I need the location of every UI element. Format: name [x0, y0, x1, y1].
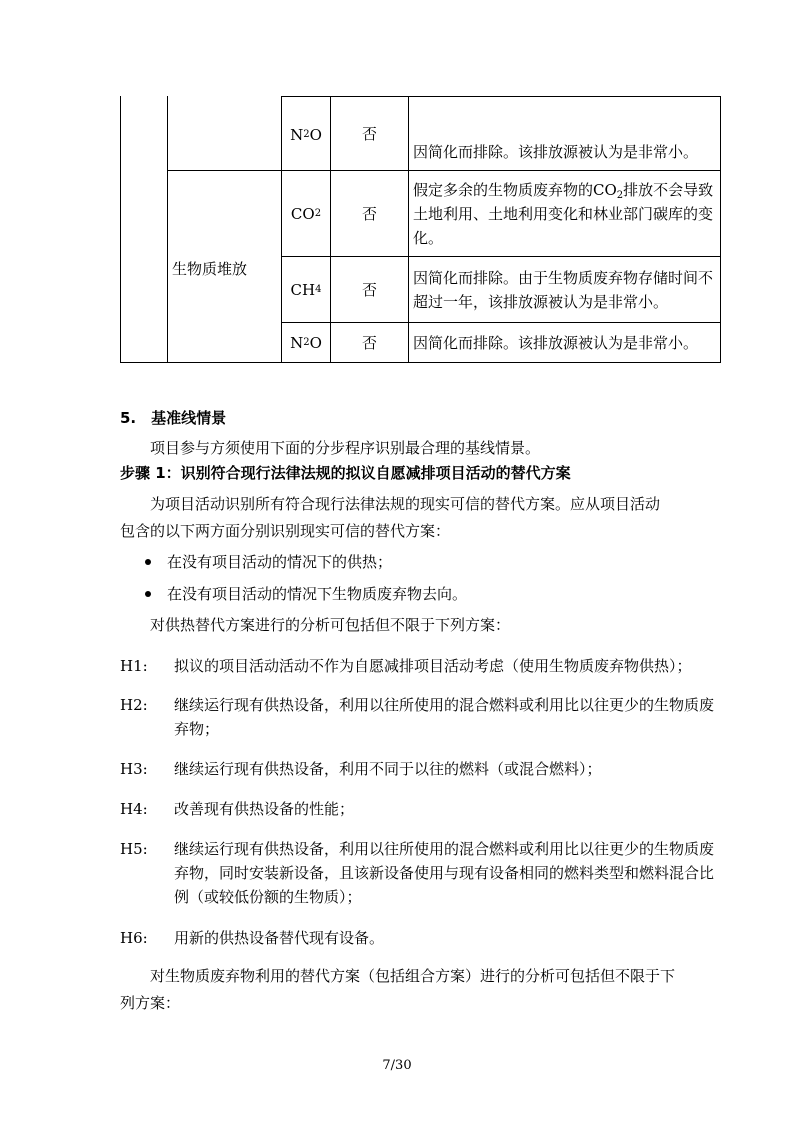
table-cell-included: 否 [361, 125, 377, 143]
biomass-options-intro: 对生物质废弃物利用的替代方案（包括组合方案）进行的分析可包括但不限于下列方案： [120, 967, 676, 1012]
table-cell-included: 否 [361, 280, 377, 299]
table-cell-justification: 因简化而排除。由于生物质废弃物存储时间不超过一年，该排放源被认为是非常小。 [413, 269, 714, 311]
table-cell-gas: N 2 O [290, 126, 322, 144]
table-cell-included: 否 [361, 333, 377, 352]
table-cell-gas: N 2 O [290, 333, 322, 352]
emission-source-table [120, 96, 721, 363]
bullet-item: 在没有项目活动的情况下生物质废弃物去向。 [145, 583, 467, 604]
section-intro: 项目参与方须使用下面的分步程序识别最合理的基线情景。 [150, 439, 541, 457]
option-item: H4: 改善现有供热设备的性能； [120, 800, 355, 818]
option-item: H2: 继续运行现有供热设备，利用以往所使用的混合燃料或利用比以往更少的生物质废弃物； [120, 696, 715, 738]
option-item: H3: 继续运行现有供热设备，利用不同于以往的燃料（或混合燃料）； [120, 760, 602, 778]
option-item: H5: 继续运行现有供热设备，利用以往所使用的混合燃料或利用比以往更少的生物质废弃物，同时安装新设备，且该新设备使用与现有设备相同的燃料类型和燃料混合比例（或较低份额的生物质）； [120, 840, 715, 906]
table-border-top [281, 96, 721, 97]
table-row-line-1 [167, 170, 721, 171]
table-cell-justification: 因简化而排除。该排放源被认为是非常小。 [413, 143, 699, 161]
bullet-dot-icon [145, 591, 151, 597]
step1-heading: 步骤 1：识别符合现行法律法规的拟议自愿减排项目活动的替代方案 [120, 464, 571, 482]
table-cell-gas: CH 4 [290, 280, 322, 299]
table-border-bottom [120, 362, 721, 363]
table-cell-source: 生物质堆放 [172, 260, 248, 278]
heat-options-intro: 对供热替代方案进行的分析可包括但不限于下列方案： [150, 616, 511, 634]
page-number: 7/30 [382, 1058, 412, 1073]
table-border-left [120, 96, 121, 363]
bullet-dot-icon [145, 559, 151, 565]
table-cell-gas: CO 2 [290, 204, 322, 223]
step1-paragraph: 为项目活动识别所有符合现行法律法规的现实可信的替代方案。应从项目活动包含的以下两方面分别识别现实可信的替代方案： [120, 495, 661, 540]
option-item: H6: 用新的供热设备替代现有设备。 [120, 929, 385, 947]
table-col-line-1 [167, 96, 168, 363]
option-item: H1: 拟议的项目活动活动不作为自愿减排项目活动考虑（使用生物质废弃物供热）； [120, 657, 692, 675]
table-cell-included: 否 [361, 204, 377, 223]
bullet-item: 在没有项目活动的情况下的供热； [145, 551, 392, 572]
table-cell-justification: 假定多余的生物质废弃物的$CO_2$排放不会导致土地利用、土地利用变化和林业部门碳库的变化。 [413, 181, 714, 247]
table-cell-justification: 因简化而排除。该排放源被认为是非常小。 [413, 333, 699, 352]
section-heading: 5. 基准线情景 [120, 409, 227, 427]
